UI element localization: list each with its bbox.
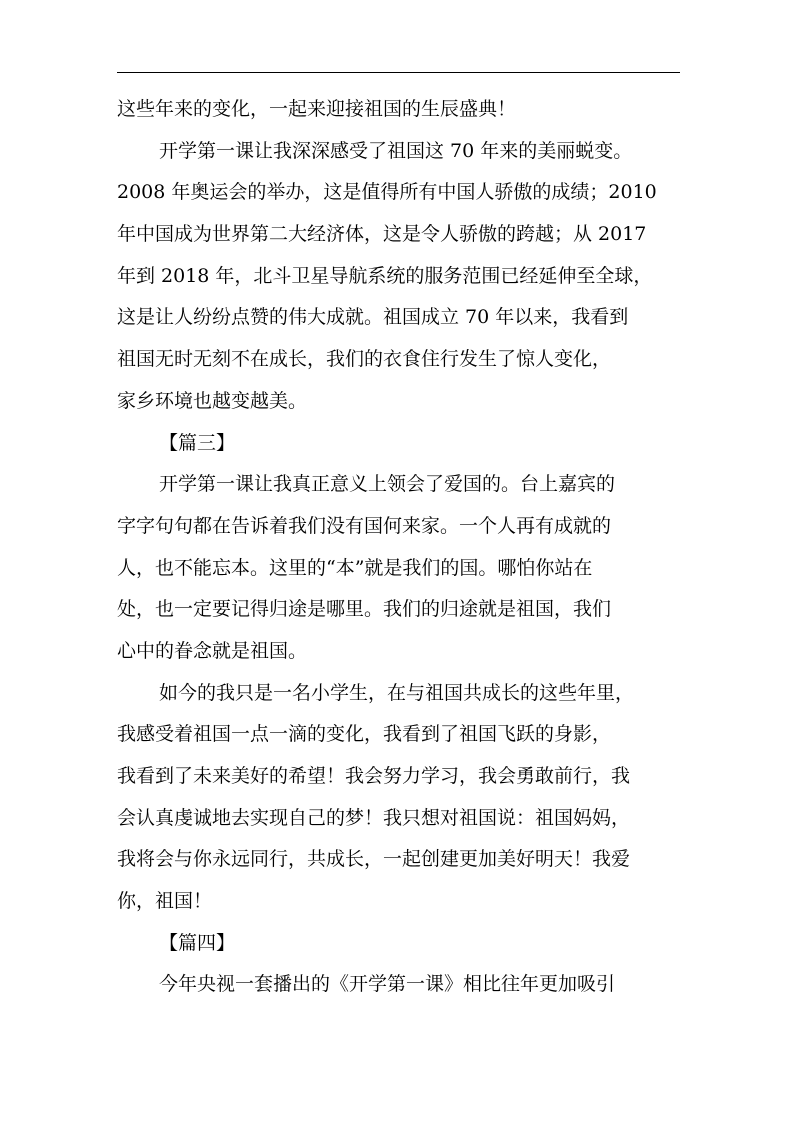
text-line: 字字句句都在告诉着我们没有国何来家。一个人再有成就的 bbox=[117, 514, 612, 537]
text-line: 年到 2018 年，北斗卫星导航系统的服务范围已经延伸至全球， bbox=[117, 264, 653, 287]
section-heading: 【篇四】 bbox=[159, 931, 236, 954]
text-line: 如今的我只是一名小学生，在与祖国共成长的这些年里， bbox=[159, 681, 635, 704]
document-body bbox=[117, 89, 680, 1006]
text-line: 2008 年奥运会的举办，这是值得所有中国人骄傲的成绩；2010 bbox=[117, 181, 657, 204]
header-rule bbox=[117, 72, 680, 73]
text-line: 开学第一课让我真正意义上领会了爱国的。台上嘉宾的 bbox=[159, 473, 616, 496]
text-line: 家乡环境也越变越美。 bbox=[117, 389, 308, 412]
text-line: 今年央视一套播出的《开学第一课》相比往年更加吸引 bbox=[159, 973, 616, 996]
text-line: 我感受着祖国一点一滴的变化，我看到了祖国飞跃的身影， bbox=[117, 723, 612, 746]
text-line: 会认真虔诚地去实现自己的梦！我只想对祖国说：祖国妈妈， bbox=[117, 806, 631, 829]
text-line: 你，祖国！ bbox=[117, 890, 213, 913]
text-line: 这些年来的变化，一起来迎接祖国的生辰盛典！ bbox=[117, 98, 517, 120]
section-heading: 【篇三】 bbox=[159, 431, 236, 454]
text-line: 我将会与你永远同行，共成长，一起创建更加美好明天！我爱 bbox=[117, 848, 631, 871]
text-line: 年中国成为世界第二大经济体，这是令人骄傲的跨越；从 2017 bbox=[117, 223, 647, 246]
text-line: 处，也一定要记得归途是哪里。我们的归途就是祖国，我们 bbox=[117, 598, 612, 621]
text-line: 人，也不能忘本。这里的“本”就是我们的国。哪怕你站在 bbox=[117, 556, 593, 579]
text-line: 开学第一课让我深深感受了祖国这 70 年来的美丽蜕变。 bbox=[159, 139, 633, 162]
text-line: 这是让人纷纷点赞的伟大成就。祖国成立 70 年以来，我看到 bbox=[117, 306, 629, 329]
text-line: 祖国无时无刻不在成长，我们的衣食住行发生了惊人变化， bbox=[117, 348, 612, 371]
text-line: 心中的眷念就是祖国。 bbox=[117, 639, 308, 662]
text-line: 我看到了未来美好的希望！我会努力学习，我会勇敢前行，我 bbox=[117, 765, 631, 787]
